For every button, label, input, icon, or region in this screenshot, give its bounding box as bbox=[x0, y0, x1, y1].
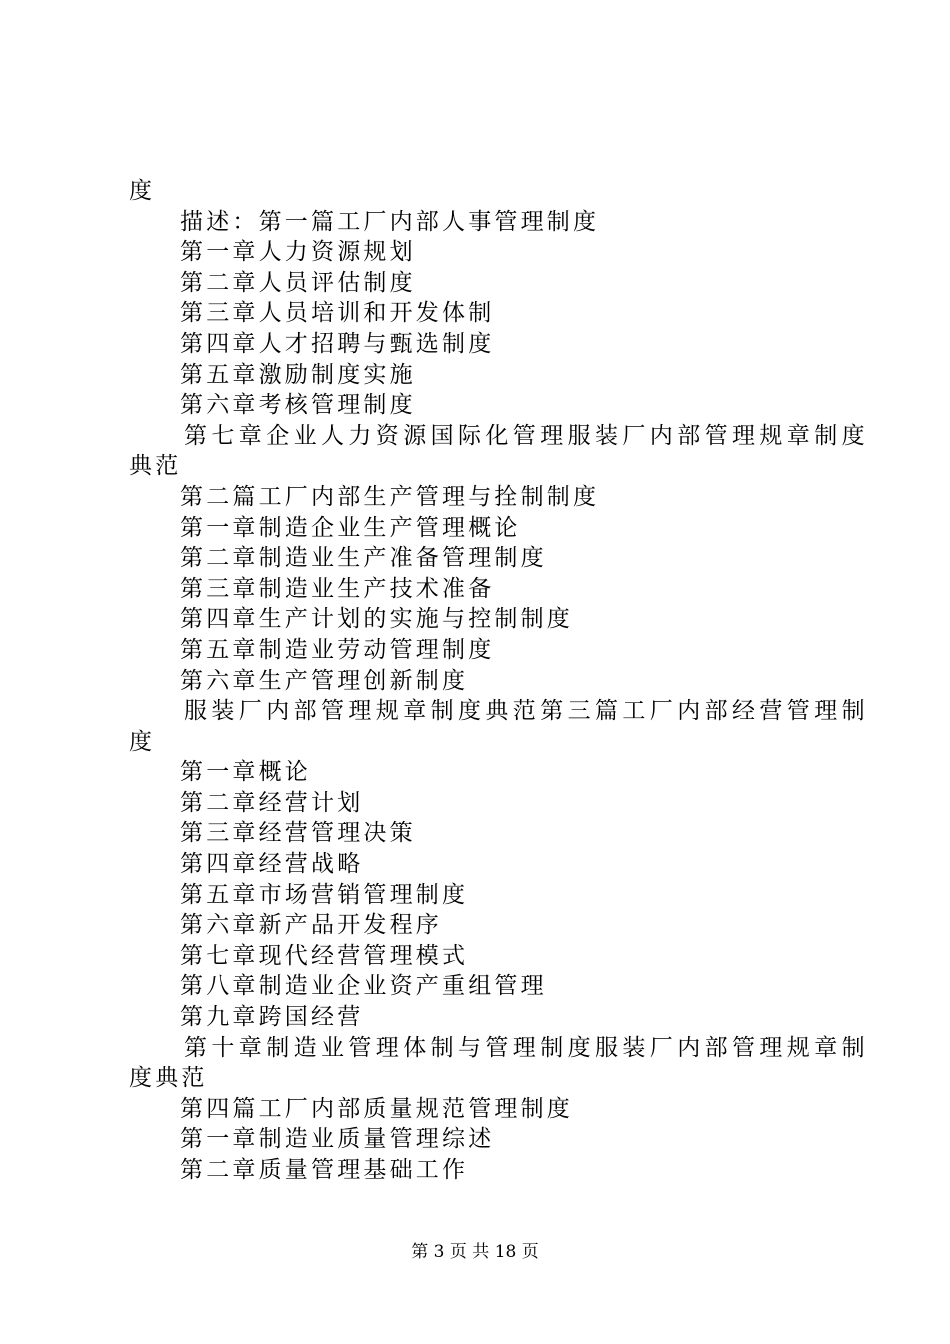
text-line: 度 bbox=[129, 728, 156, 755]
text-line: 典范 bbox=[129, 453, 182, 480]
text-line: 第四章生产计划的实施与控制制度 bbox=[180, 606, 573, 633]
text-line: 第五章制造业劳动管理制度 bbox=[180, 636, 495, 663]
text-line: 第七章现代经营管理模式 bbox=[180, 942, 469, 969]
text-line: 第四章人才招聘与甄选制度 bbox=[180, 330, 495, 357]
text-line: 第六章新产品开发程序 bbox=[180, 912, 442, 939]
text-line: 第三章经营管理决策 bbox=[180, 820, 416, 847]
text-line: 第六章生产管理创新制度 bbox=[180, 667, 469, 694]
text-line: 第六章考核管理制度 bbox=[180, 392, 416, 419]
text-line: 第三章制造业生产技术准备 bbox=[180, 575, 495, 602]
text-line: 第二篇工厂内部生产管理与拴制制度 bbox=[180, 483, 600, 510]
text-line: 第七章企业人力资源国际化管理服装厂内部管理规章制度 bbox=[184, 422, 869, 449]
text-line: 第三章人员培训和开发体制 bbox=[180, 300, 495, 327]
text-line: 度 bbox=[129, 178, 156, 204]
text-line: 度典范 bbox=[129, 1065, 208, 1092]
text-line: 第四章经营战略 bbox=[180, 851, 364, 878]
text-line: 第四篇工厂内部质量规范管理制度 bbox=[180, 1095, 573, 1122]
text-line: 服装厂内部管理规章制度典范第三篇工厂内部经营管理制 bbox=[184, 698, 869, 725]
text-line: 第二章质量管理基础工作 bbox=[180, 1157, 469, 1183]
text-line: 第五章市场营销管理制度 bbox=[180, 881, 469, 908]
text-line: 第五章激励制度实施 bbox=[180, 361, 416, 388]
text-line: 第八章制造业企业资产重组管理 bbox=[180, 973, 547, 1000]
text-line: 第九章跨国经营 bbox=[180, 1004, 364, 1031]
page-number-footer: 第 3 页 共 18 页 bbox=[411, 1242, 539, 1262]
document-body bbox=[129, 176, 869, 1186]
text-line: 第一章制造企业生产管理概论 bbox=[180, 514, 521, 541]
text-line: 第二章经营计划 bbox=[180, 789, 364, 816]
text-line: 第一章制造业质量管理综述 bbox=[180, 1126, 495, 1153]
text-line: 描述：第一篇工厂内部人事管理制度 bbox=[180, 208, 600, 235]
text-line: 第一章概论 bbox=[180, 759, 311, 786]
text-line: 第二章人员评估制度 bbox=[180, 269, 416, 296]
text-line: 第一章人力资源规划 bbox=[180, 239, 416, 266]
text-line: 第二章制造业生产准备管理制度 bbox=[180, 545, 547, 572]
text-line: 第十章制造业管理体制与管理制度服装厂内部管理规章制 bbox=[184, 1034, 869, 1061]
